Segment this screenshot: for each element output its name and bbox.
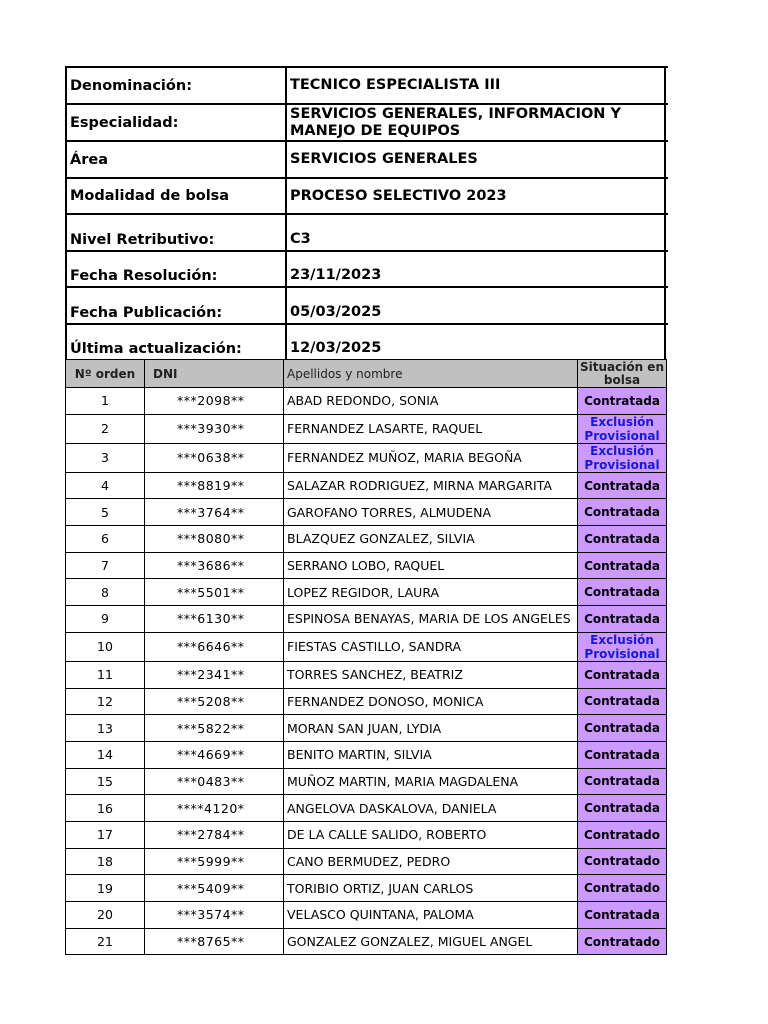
field-value-area: SERVICIOS GENERALES <box>285 140 668 177</box>
row-orden: 3 <box>66 443 145 472</box>
table-row <box>66 606 667 633</box>
table-body <box>66 388 667 955</box>
field-value-fecha-resolucion: 23/11/2023 <box>285 250 668 286</box>
row-situacion: Contratada <box>578 741 667 768</box>
row-situacion: Contratado <box>578 928 667 955</box>
row-situacion: Contratada <box>578 715 667 742</box>
row-orden: 8 <box>66 579 145 606</box>
row-situacion: Contratada <box>578 606 667 633</box>
row-orden: 5 <box>66 499 145 526</box>
row-situacion: Contratada <box>578 768 667 795</box>
row-situacion: Contratada <box>578 902 667 929</box>
row-dni: ***8080** <box>145 526 284 553</box>
field-value-nivel: C3 <box>285 213 668 250</box>
row-situacion: Contratada <box>578 579 667 606</box>
row-dni: ***2784** <box>145 821 284 848</box>
header-fields <box>65 66 666 359</box>
field-label-fecha-publicacion: Fecha Publicación: <box>67 286 285 323</box>
column-header-orden: Nº orden <box>66 360 145 388</box>
table-header-row <box>66 360 667 388</box>
row-dni: ***5999** <box>145 848 284 875</box>
row-nombre: SALAZAR RODRIGUEZ, MIRNA MARGARITA <box>284 472 578 499</box>
row-orden: 11 <box>66 661 145 688</box>
row-dni: ***6646** <box>145 632 284 661</box>
row-orden: 14 <box>66 741 145 768</box>
row-orden: 7 <box>66 552 145 579</box>
table-row <box>66 715 667 742</box>
row-nombre: FIESTAS CASTILLO, SANDRA <box>284 632 578 661</box>
row-nombre: GONZALEZ GONZALEZ, MIGUEL ANGEL <box>284 928 578 955</box>
row-nombre: BENITO MARTIN, SILVIA <box>284 741 578 768</box>
row-situacion: Contratado <box>578 875 667 902</box>
row-situacion: Contratado <box>578 821 667 848</box>
field-value-modalidad: PROCESO SELECTIVO 2023 <box>285 177 668 213</box>
row-nombre: MORAN SAN JUAN, LYDIA <box>284 715 578 742</box>
row-nombre: ESPINOSA BENAYAS, MARIA DE LOS ANGELES <box>284 606 578 633</box>
table-row <box>66 928 667 955</box>
row-dni: ****4120* <box>145 795 284 822</box>
table-row <box>66 848 667 875</box>
field-label-ultima-actualizacion: Última actualización: <box>67 323 285 359</box>
table-row <box>66 661 667 688</box>
row-nombre: TORIBIO ORTIZ, JUAN CARLOS <box>284 875 578 902</box>
field-label-especialidad: Especialidad: <box>67 103 285 140</box>
field-value-ultima-actualizacion: 12/03/2025 <box>285 323 668 359</box>
row-nombre: MUÑOZ MARTIN, MARIA MAGDALENA <box>284 768 578 795</box>
row-dni: ***3686** <box>145 552 284 579</box>
row-situacion: Contratada <box>578 472 667 499</box>
row-nombre: CANO BERMUDEZ, PEDRO <box>284 848 578 875</box>
row-dni: ***5501** <box>145 579 284 606</box>
row-orden: 6 <box>66 526 145 553</box>
table-row <box>66 472 667 499</box>
row-situacion: Exclusión Provisional <box>578 632 667 661</box>
row-nombre: GAROFANO TORRES, ALMUDENA <box>284 499 578 526</box>
row-dni: ***3930** <box>145 414 284 443</box>
table-row <box>66 768 667 795</box>
row-situacion: Contratada <box>578 688 667 715</box>
row-situacion: Contratada <box>578 795 667 822</box>
row-orden: 9 <box>66 606 145 633</box>
row-situacion: Contratada <box>578 499 667 526</box>
column-header-situacion: Situación en bolsa <box>578 360 667 388</box>
row-dni: ***4669** <box>145 741 284 768</box>
row-nombre: ANGELOVA DASKALOVA, DANIELA <box>284 795 578 822</box>
row-situacion: Exclusión Provisional <box>578 443 667 472</box>
row-nombre: VELASCO QUINTANA, PALOMA <box>284 902 578 929</box>
row-orden: 10 <box>66 632 145 661</box>
row-nombre: TORRES SANCHEZ, BEATRIZ <box>284 661 578 688</box>
row-nombre: ABAD REDONDO, SONIA <box>284 388 578 415</box>
row-nombre: DE LA CALLE SALIDO, ROBERTO <box>284 821 578 848</box>
table-row <box>66 526 667 553</box>
row-dni: ***3764** <box>145 499 284 526</box>
row-orden: 2 <box>66 414 145 443</box>
field-label-area: Área <box>67 140 285 177</box>
field-label-nivel: Nivel Retributivo: <box>67 213 285 250</box>
row-orden: 19 <box>66 875 145 902</box>
row-nombre: BLAZQUEZ GONZALEZ, SILVIA <box>284 526 578 553</box>
row-orden: 16 <box>66 795 145 822</box>
table-row <box>66 875 667 902</box>
document-sheet <box>65 66 666 955</box>
row-dni: ***8819** <box>145 472 284 499</box>
row-situacion: Contratada <box>578 661 667 688</box>
field-label-denominacion: Denominación: <box>67 66 285 103</box>
field-label-modalidad: Modalidad de bolsa <box>67 177 285 213</box>
table-row <box>66 795 667 822</box>
row-situacion: Contratada <box>578 388 667 415</box>
row-situacion: Contratada <box>578 526 667 553</box>
row-dni: ***5409** <box>145 875 284 902</box>
row-dni: ***3574** <box>145 902 284 929</box>
field-label-fecha-resolucion: Fecha Resolución: <box>67 250 285 286</box>
field-value-denominacion: TECNICO ESPECIALISTA III <box>285 66 668 103</box>
row-orden: 12 <box>66 688 145 715</box>
row-dni: ***2341** <box>145 661 284 688</box>
table-row <box>66 443 667 472</box>
row-nombre: FERNANDEZ LASARTE, RAQUEL <box>284 414 578 443</box>
table-row <box>66 414 667 443</box>
row-situacion: Contratado <box>578 848 667 875</box>
row-dni: ***0638** <box>145 443 284 472</box>
column-header-nombre: Apellidos y nombre <box>284 360 578 388</box>
table-row <box>66 741 667 768</box>
row-orden: 21 <box>66 928 145 955</box>
row-orden: 15 <box>66 768 145 795</box>
row-dni: ***5822** <box>145 715 284 742</box>
table-row <box>66 632 667 661</box>
table-row <box>66 821 667 848</box>
table-row <box>66 579 667 606</box>
field-value-fecha-publicacion: 05/03/2025 <box>285 286 668 323</box>
row-orden: 13 <box>66 715 145 742</box>
table-row <box>66 688 667 715</box>
row-dni: ***8765** <box>145 928 284 955</box>
row-dni: ***6130** <box>145 606 284 633</box>
row-orden: 1 <box>66 388 145 415</box>
row-nombre: SERRANO LOBO, RAQUEL <box>284 552 578 579</box>
row-situacion: Exclusión Provisional <box>578 414 667 443</box>
row-nombre: FERNANDEZ MUÑOZ, MARIA BEGOÑA <box>284 443 578 472</box>
row-dni: ***2098** <box>145 388 284 415</box>
table-row <box>66 902 667 929</box>
column-header-dni: DNI <box>145 360 284 388</box>
table-row <box>66 499 667 526</box>
candidates-table <box>65 359 667 955</box>
row-orden: 18 <box>66 848 145 875</box>
row-nombre: LOPEZ REGIDOR, LAURA <box>284 579 578 606</box>
row-situacion: Contratada <box>578 552 667 579</box>
row-orden: 4 <box>66 472 145 499</box>
row-orden: 17 <box>66 821 145 848</box>
row-orden: 20 <box>66 902 145 929</box>
table-row <box>66 552 667 579</box>
row-nombre: FERNANDEZ DONOSO, MONICA <box>284 688 578 715</box>
row-dni: ***5208** <box>145 688 284 715</box>
field-value-especialidad: SERVICIOS GENERALES, INFORMACION Y MANEJO DE EQUIPOS <box>285 103 668 140</box>
row-dni: ***0483** <box>145 768 284 795</box>
table-row <box>66 388 667 415</box>
